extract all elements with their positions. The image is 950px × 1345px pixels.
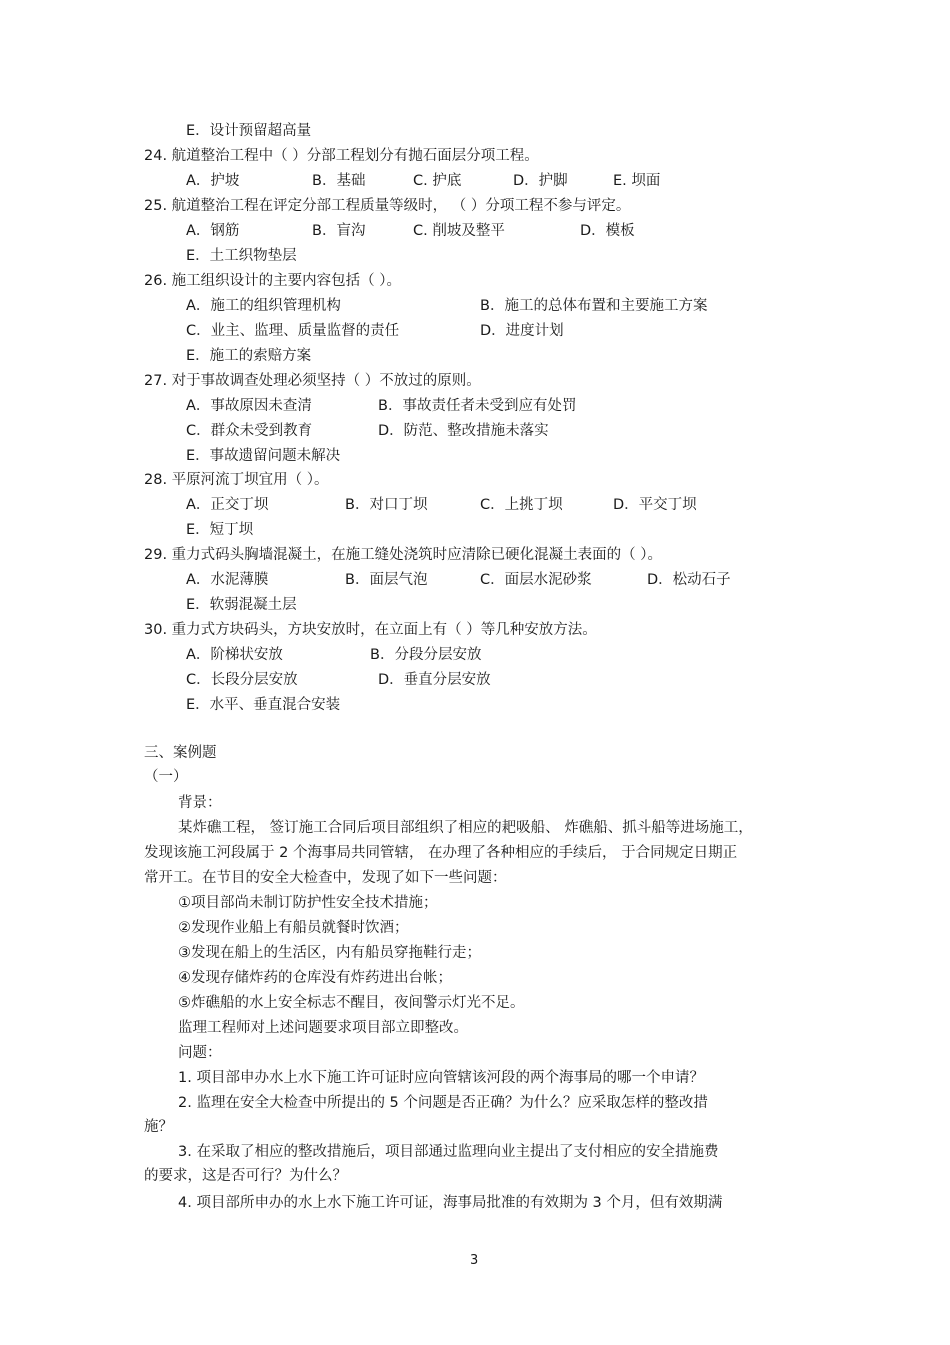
q25-stem: 25. 航道整治工程在评定分部工程质量等级时， （ ）分项工程不参与评定。	[144, 198, 631, 214]
q25-option-a: A．钢筋	[186, 223, 240, 239]
q26-option-b: B．施工的总体布置和主要施工方案	[480, 298, 708, 314]
q30-option-e: E．水平、垂直混合安装	[186, 697, 341, 713]
background-line: 某炸礁工程， 签订施工合同后项目部组织了相应的耙吸船、 炸礁船、抓斗船等进场施工，	[178, 820, 753, 836]
question-line: 2. 监理在安全大检查中所提出的 5 个问题是否正确？为什么？应采取怎样的整改措	[178, 1095, 708, 1111]
q28-option-e: E．短丁坝	[186, 522, 254, 538]
q28-option-d: D．平交丁坝	[613, 497, 697, 513]
questions-label: 问题：	[178, 1045, 222, 1061]
question-line: 3. 在采取了相应的整改措施后，项目部通过监理向业主提出了支付相应的安全措施费	[178, 1144, 719, 1160]
q28-option-c: C．上挑丁坝	[480, 497, 563, 513]
page-number: 3	[470, 1253, 479, 1268]
q30-option-c: C．长段分层安放	[186, 672, 298, 688]
q29-option-e: E．软弱混凝土层	[186, 597, 297, 613]
q30-option-b: B．分段分层安放	[370, 647, 482, 663]
q30-option-a: A．阶梯状安放	[186, 647, 283, 663]
q27-stem: 27. 对于事故调查处理必须坚持（ ）不放过的原则。	[144, 373, 481, 389]
q28-option-a: A．正交丁坝	[186, 497, 269, 513]
q26-stem: 26. 施工组织设计的主要内容包括（ ）。	[144, 273, 402, 289]
q26-option-e: E．施工的索赔方案	[186, 348, 312, 364]
q25-option-b: B．盲沟	[312, 223, 366, 239]
q27-option-a: A．事故原因未查清	[186, 398, 312, 414]
q24-option-a: A．护坡	[186, 173, 240, 189]
q25-option-c: C. 削坡及整平	[413, 223, 505, 239]
background-line: 常开工。在节目的安全大检查中，发现了如下一些问题：	[144, 870, 507, 886]
issue-item: ④发现存储炸药的仓库没有炸药进出台帐；	[178, 970, 452, 986]
question-line: 施？	[144, 1119, 173, 1135]
q28-stem: 28. 平原河流丁坝宜用（ ）。	[144, 472, 329, 488]
q24-option-b: B．基础	[312, 173, 366, 189]
q29-stem: 29. 重力式码头胸墙混凝土，在施工缝处浇筑时应清除已硬化混凝土表面的（ ）。	[144, 547, 663, 563]
issue-item: ③发现在船上的生活区，内有船员穿拖鞋行走；	[178, 945, 481, 961]
q30-option-d: D．垂直分层安放	[378, 672, 491, 688]
q29-option-c: C．面层水泥砂浆	[480, 572, 592, 588]
question-line: 4. 项目部所申办的水上水下施工许可证，海事局批准的有效期为 3 个月，但有效期满	[178, 1195, 723, 1211]
case-label: （一）	[144, 769, 188, 785]
q25-option-e: E．土工织物垫层	[186, 248, 297, 264]
q30-stem: 30. 重力式方块码头，方块安放时，在立面上有（ ）等几种安放方法。	[144, 622, 597, 638]
q27-option-b: B．事故责任者未受到应有处罚	[378, 398, 577, 414]
background-line: 发现该施工河段属于 2 个海事局共同管辖， 在办理了各种相应的手续后， 于合同规定日期正	[144, 845, 738, 861]
issue-item: ①项目部尚未制订防护性安全技术措施；	[178, 895, 438, 911]
q24-option-d: D．护脚	[513, 173, 568, 189]
q26-option-c: C．业主、监理、质量监督的责任	[186, 323, 400, 339]
q29-option-a: A．水泥薄膜	[186, 572, 269, 588]
background-label: 背景：	[178, 795, 222, 811]
q24-stem: 24. 航道整治工程中（ ）分部工程划分有抛石面层分项工程。	[144, 148, 539, 164]
q27-option-e: E．事故遗留问题未解决	[186, 448, 341, 464]
supervisor-line: 监理工程师对上述问题要求项目部立即整改。	[178, 1020, 468, 1036]
section-heading: 三、案例题	[144, 745, 217, 761]
question-line: 1. 项目部申办水上水下施工许可证时应向管辖该河段的两个海事局的哪一个申请？	[178, 1070, 704, 1086]
q25-option-d: D．模板	[580, 223, 635, 239]
issue-item: ⑤炸礁船的水上安全标志不醒目，夜间警示灯光不足。	[178, 995, 525, 1011]
q28-option-b: B．对口丁坝	[345, 497, 428, 513]
q26-option-a: A．施工的组织管理机构	[186, 298, 341, 314]
q27-option-c: C．群众未受到教育	[186, 423, 313, 439]
issue-item: ②发现作业船上有船员就餐时饮酒；	[178, 920, 409, 936]
q29-option-d: D．松动石子	[647, 572, 731, 588]
q24-option-e: E. 坝面	[613, 173, 661, 189]
q27-option-d: D．防范、整改措施未落实	[378, 423, 549, 439]
q24-option-c: C. 护底	[413, 173, 462, 189]
question-line: 的要求，这是否可行？为什么？	[144, 1168, 347, 1184]
q23-option-e: E．设计预留超高量	[186, 123, 312, 139]
q26-option-d: D．进度计划	[480, 323, 564, 339]
q29-option-b: B．面层气泡	[345, 572, 428, 588]
